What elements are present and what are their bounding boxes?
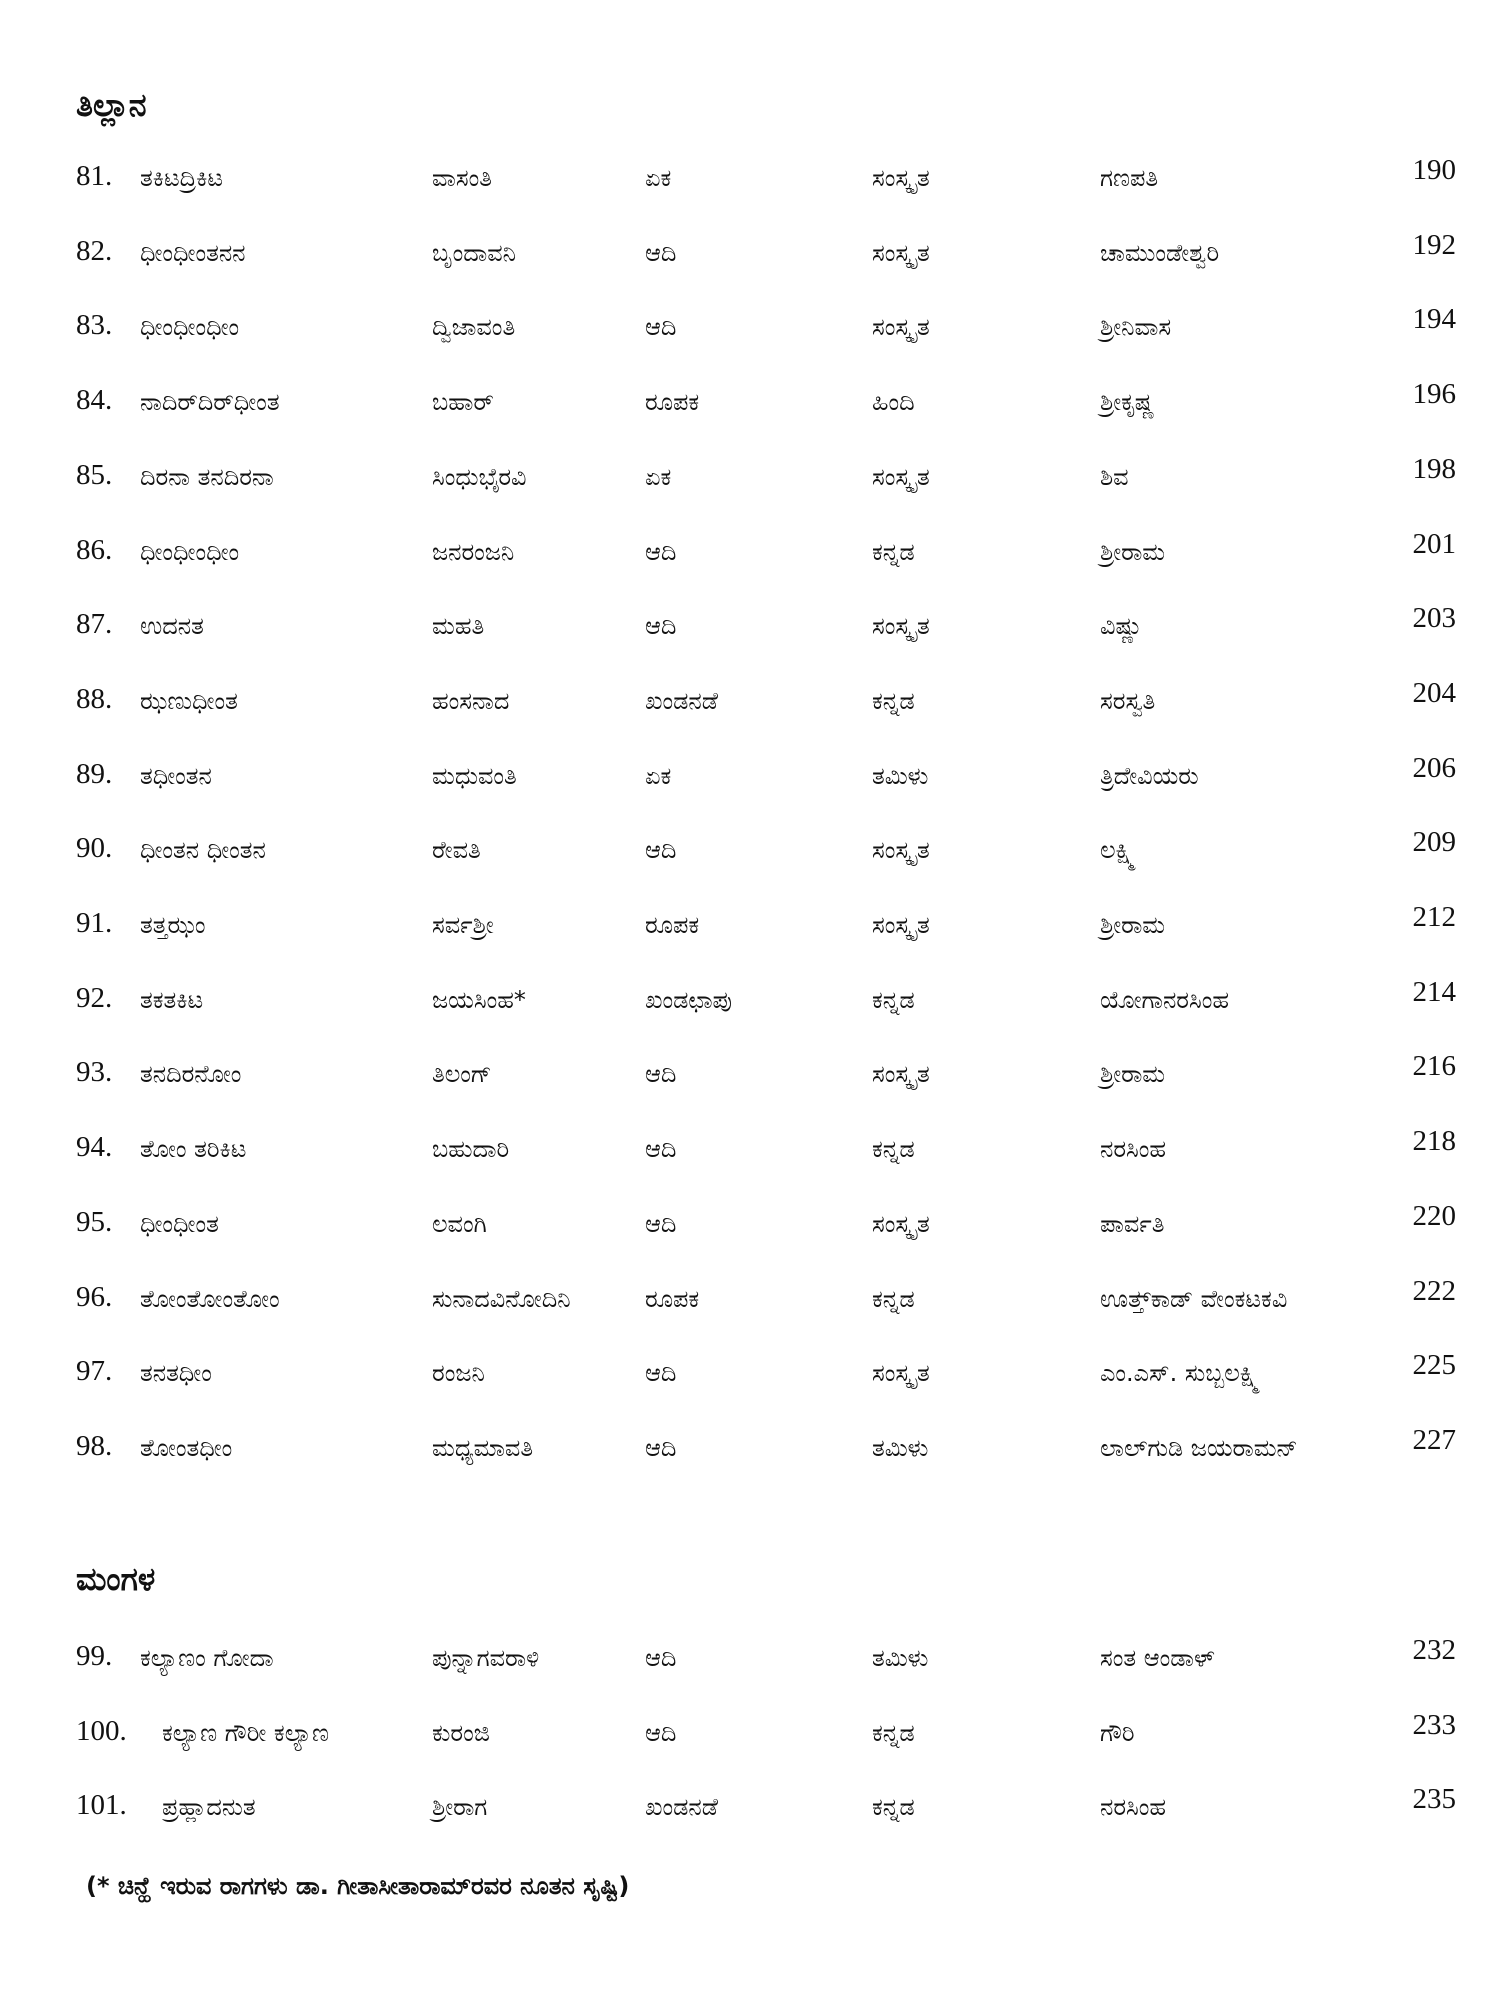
list-item (0, 673, 1500, 733)
item-number: 100. (76, 1714, 127, 1747)
deity-name: ಲಾಲ್‌ಗುಡಿ ಜಯರಾಮನ್ (1100, 1433, 1298, 1462)
composition-title: ಝಣುಧೀಂತ (140, 686, 238, 715)
list-item (0, 1420, 1500, 1480)
item-number: 90. (76, 832, 113, 865)
language-name: ಸಂಸ್ಕೃತ (872, 836, 930, 865)
language-name: ಸಂಸ್ಕೃತ (872, 238, 930, 267)
raga-name: ರೇವತಿ (432, 836, 481, 865)
composition-title: ನಾದಿರ್‌ದಿರ್‌ಧೀಂತ (140, 388, 280, 417)
language-name: ಸಂಸ್ಕೃತ (872, 911, 930, 939)
tala-name: ಏಕ (645, 462, 672, 491)
list-item (0, 374, 1500, 434)
tala-name: ಖಂಡನಡೆ (645, 1793, 718, 1822)
list-item (0, 449, 1500, 509)
item-number: 92. (76, 981, 113, 1014)
page-number: 206 (1412, 751, 1456, 784)
page-number: 218 (1412, 1125, 1456, 1158)
language-name: ತಮಿಳು (872, 761, 929, 790)
list-item (0, 822, 1500, 882)
composition-title: ತನದಿರನೋಂ (140, 1060, 242, 1089)
raga-name: ಜನರಂಜನಿ (432, 537, 515, 566)
page-number: 209 (1412, 826, 1456, 859)
tala-name: ಆದಿ (645, 313, 677, 342)
deity-name: ಊತ್ತ್‌ಕಾಡ್ ವೇಂಕಟಕವಿ (1100, 1284, 1288, 1313)
composition-title: ತತ್ತಝಂ (140, 911, 206, 939)
composition-title: ಪ್ರಹ್ಲಾದನುತ (162, 1793, 256, 1822)
deity-name: ಚಾಮುಂಡೇಶ್ವರಿ (1100, 238, 1220, 267)
item-number: 94. (76, 1131, 113, 1164)
list-item (0, 1779, 1500, 1839)
item-number: 99. (76, 1640, 113, 1672)
list-item (0, 1705, 1500, 1765)
item-number: 97. (76, 1355, 113, 1388)
deity-name: ಗಣಪತಿ (1100, 164, 1159, 192)
deity-name: ಸರಸ್ವತಿ (1100, 686, 1156, 715)
raga-name: ಮಹತಿ (432, 612, 485, 641)
tala-name: ಆದಿ (645, 1359, 677, 1388)
raga-name: ಬೃಂದಾವನಿ (432, 238, 516, 267)
deity-name: ಶ್ರೀರಾಮ (1100, 537, 1166, 566)
tala-name: ರೂಪಕ (645, 388, 700, 417)
list-item (0, 225, 1500, 285)
deity-name: ಶಿವ (1100, 462, 1129, 491)
page-number: 201 (1412, 527, 1456, 560)
page-number: 192 (1412, 228, 1456, 261)
page-number: 232 (1412, 1634, 1456, 1666)
list-item (0, 1345, 1500, 1405)
list-item (0, 1121, 1500, 1181)
tala-name: ಆದಿ (645, 1718, 677, 1747)
composition-title: ತೋಂ ತರಿಕಿಟ (140, 1135, 247, 1164)
page-number: 227 (1412, 1423, 1456, 1456)
item-number: 96. (76, 1280, 113, 1313)
raga-name: ಹಂಸನಾದ (432, 686, 510, 715)
composition-title: ಧೀಂಧೀಂಧೀಂ (140, 313, 240, 342)
tala-name: ಖಂಡನಡೆ (645, 686, 718, 715)
raga-name: ಬಹುದಾರಿ (432, 1135, 510, 1164)
tala-name: ಏಕ (645, 164, 672, 192)
page-number: 203 (1412, 602, 1456, 635)
language-name: ಸಂಸ್ಕೃತ (872, 1209, 930, 1238)
item-number: 85. (76, 458, 113, 491)
section-heading-mangala: ಮಂಗಳ (76, 1560, 156, 1598)
list-item (0, 150, 1500, 210)
page-number: 212 (1412, 901, 1456, 933)
language-name: ತಮಿಳು (872, 1644, 929, 1672)
tala-name: ಆದಿ (645, 1060, 677, 1089)
page-number: 194 (1412, 303, 1456, 336)
language-name: ಕನ್ನಡ (872, 1718, 915, 1747)
list-item (0, 972, 1500, 1032)
composition-title: ಕಲ್ಯಾಣ ಗೌರೀ ಕಲ್ಯಾಣ (162, 1718, 330, 1747)
deity-name: ಗೌರಿ (1100, 1718, 1135, 1747)
deity-name: ನರಸಿಂಹ (1100, 1135, 1167, 1164)
language-name: ಸಂಸ್ಕೃತ (872, 462, 930, 491)
composition-title: ಧೀಂಧೀಂತನನ (140, 238, 246, 267)
item-number: 81. (76, 160, 113, 192)
raga-name: ತಿಲಂಗ್ (432, 1060, 492, 1089)
raga-name: ಮಧುವಂತಿ (432, 761, 517, 790)
list-item (0, 1196, 1500, 1256)
composition-title: ತಧೀಂತನ (140, 761, 212, 790)
list-item (0, 897, 1500, 957)
language-name: ಕನ್ನಡ (872, 1135, 915, 1164)
item-number: 98. (76, 1429, 113, 1462)
raga-name: ದ್ವಿಜಾವಂತಿ (432, 313, 516, 342)
language-name: ಕನ್ನಡ (872, 1793, 915, 1822)
language-name: ತಮಿಳು (872, 1433, 929, 1462)
tala-name: ಆದಿ (645, 1644, 677, 1672)
raga-name: ಪುನ್ನಾಗವರಾಳಿ (432, 1644, 540, 1672)
item-number: 101. (76, 1789, 127, 1822)
composition-title: ತಕತಕಿಟ (140, 985, 204, 1014)
page-number: 204 (1412, 676, 1456, 709)
section-heading-tillana: ತಿಲ್ಲಾನ (76, 86, 147, 124)
raga-name: ಜಯಸಿಂಹ* (432, 985, 526, 1014)
composition-title: ತೋಂತಧೀಂ (140, 1433, 233, 1462)
page-number: 216 (1412, 1050, 1456, 1083)
page-number: 196 (1412, 378, 1456, 411)
item-number: 83. (76, 309, 113, 342)
item-number: 86. (76, 533, 113, 566)
list-item (0, 299, 1500, 359)
item-number: 89. (76, 757, 113, 790)
raga-name: ಶ್ರೀರಾಗ (432, 1793, 488, 1822)
tala-name: ಆದಿ (645, 1209, 677, 1238)
language-name: ಸಂಸ್ಕೃತ (872, 164, 930, 192)
item-number: 93. (76, 1056, 113, 1089)
raga-name: ಸುನಾದವಿನೋದಿನಿ (432, 1284, 571, 1313)
raga-name: ಲವಂಗಿ (432, 1209, 487, 1238)
list-item (0, 1046, 1500, 1106)
page-number: 220 (1412, 1199, 1456, 1232)
composition-title: ದಿರನಾ ತನದಿರನಾ (140, 462, 274, 491)
page-number: 222 (1412, 1274, 1456, 1307)
item-number: 84. (76, 384, 113, 417)
deity-name: ನರಸಿಂಹ (1100, 1793, 1167, 1822)
composition-title: ಧೀಂಧೀಂತ (140, 1209, 219, 1238)
composition-title: ಧೀಂತನ ಧೀಂತನ (140, 836, 266, 865)
page-number: 235 (1412, 1783, 1456, 1816)
deity-name: ಶ್ರೀರಾಮ (1100, 1060, 1166, 1089)
tala-name: ಏಕ (645, 761, 672, 790)
language-name: ಸಂಸ್ಕೃತ (872, 612, 930, 641)
language-name: ಕನ್ನಡ (872, 686, 915, 715)
item-number: 88. (76, 682, 113, 715)
language-name: ಸಂಸ್ಕೃತ (872, 313, 930, 342)
tala-name: ರೂಪಕ (645, 911, 700, 939)
tala-name: ಖಂಡಛಾಪು (645, 985, 733, 1014)
tala-name: ಆದಿ (645, 836, 677, 865)
page-number: 198 (1412, 452, 1456, 485)
deity-name: ಯೋಗಾನರಸಿಂಹ (1100, 985, 1229, 1014)
page-number: 225 (1412, 1349, 1456, 1382)
footnote: (* ಚಿನ್ಹೆ ಇರುವ ರಾಗಗಳು ಡಾ. ಗೀತಾಸೀತಾರಾಮ್‌ರವರ ನೂತನ ಸೃಷ್ಟಿ) (86, 1872, 630, 1900)
deity-name: ಶ್ರೀರಾಮ (1100, 911, 1166, 939)
deity-name: ಸಂತ ಆಂಡಾಳ್ (1100, 1644, 1215, 1672)
raga-name: ಕುರಂಜಿ (432, 1718, 490, 1747)
list-item (0, 1271, 1500, 1331)
tala-name: ಆದಿ (645, 1135, 677, 1164)
composition-title: ಉದನತ (140, 612, 204, 641)
language-name: ಸಂಸ್ಕೃತ (872, 1359, 930, 1388)
composition-title: ತಕಿಟದ್ರಿಕಿಟ (140, 164, 224, 192)
deity-name: ಎಂ.ಎಸ್. ಸುಬ್ಬಲಕ್ಷ್ಮಿ (1100, 1359, 1261, 1388)
raga-name: ವಾಸಂತಿ (432, 164, 492, 192)
deity-name: ಲಕ್ಷ್ಮಿ (1100, 836, 1136, 865)
page-number: 233 (1412, 1708, 1456, 1741)
item-number: 87. (76, 608, 113, 641)
tala-name: ಆದಿ (645, 612, 677, 641)
list-item (0, 1630, 1500, 1690)
raga-name: ಮಧ್ಯಮಾವತಿ (432, 1433, 534, 1462)
composition-title: ಧೀಂಧೀಂಧೀಂ (140, 537, 240, 566)
deity-name: ಶ್ರೀಕೃಷ್ಣ (1100, 388, 1155, 417)
deity-name: ಶ್ರೀನಿವಾಸ (1100, 313, 1172, 342)
language-name: ಕನ್ನಡ (872, 985, 915, 1014)
composition-title: ತೋಂತೋಂತೋಂ (140, 1284, 280, 1313)
composition-title: ಕಲ್ಯಾಣಂ ಗೋದಾ (140, 1644, 274, 1672)
deity-name: ಪಾರ್ವತಿ (1100, 1209, 1165, 1238)
list-item (0, 598, 1500, 658)
raga-name: ಸರ್ವಶ್ರೀ (432, 911, 494, 939)
page-number: 214 (1412, 975, 1456, 1008)
language-name: ಹಿಂದಿ (872, 388, 915, 417)
list-item (0, 524, 1500, 584)
language-name: ಕನ್ನಡ (872, 1284, 915, 1313)
raga-name: ಬಹಾರ್ (432, 388, 494, 417)
composition-title: ತನತಧೀಂ (140, 1359, 212, 1388)
deity-name: ತ್ರಿದೇವಿಯರು (1100, 761, 1199, 790)
tala-name: ಆದಿ (645, 1433, 677, 1462)
language-name: ಕನ್ನಡ (872, 537, 915, 566)
raga-name: ರಂಜನಿ (432, 1359, 485, 1388)
tala-name: ರೂಪಕ (645, 1284, 700, 1313)
language-name: ಸಂಸ್ಕೃತ (872, 1060, 930, 1089)
page-number: 190 (1412, 154, 1456, 186)
raga-name: ಸಿಂಧುಭೈರವಿ (432, 462, 527, 491)
item-number: 82. (76, 234, 113, 267)
deity-name: ವಿಷ್ಣು (1100, 612, 1143, 641)
list-item (0, 748, 1500, 808)
item-number: 95. (76, 1205, 113, 1238)
tala-name: ಆದಿ (645, 537, 677, 566)
item-number: 91. (76, 907, 113, 939)
tala-name: ಆದಿ (645, 238, 677, 267)
